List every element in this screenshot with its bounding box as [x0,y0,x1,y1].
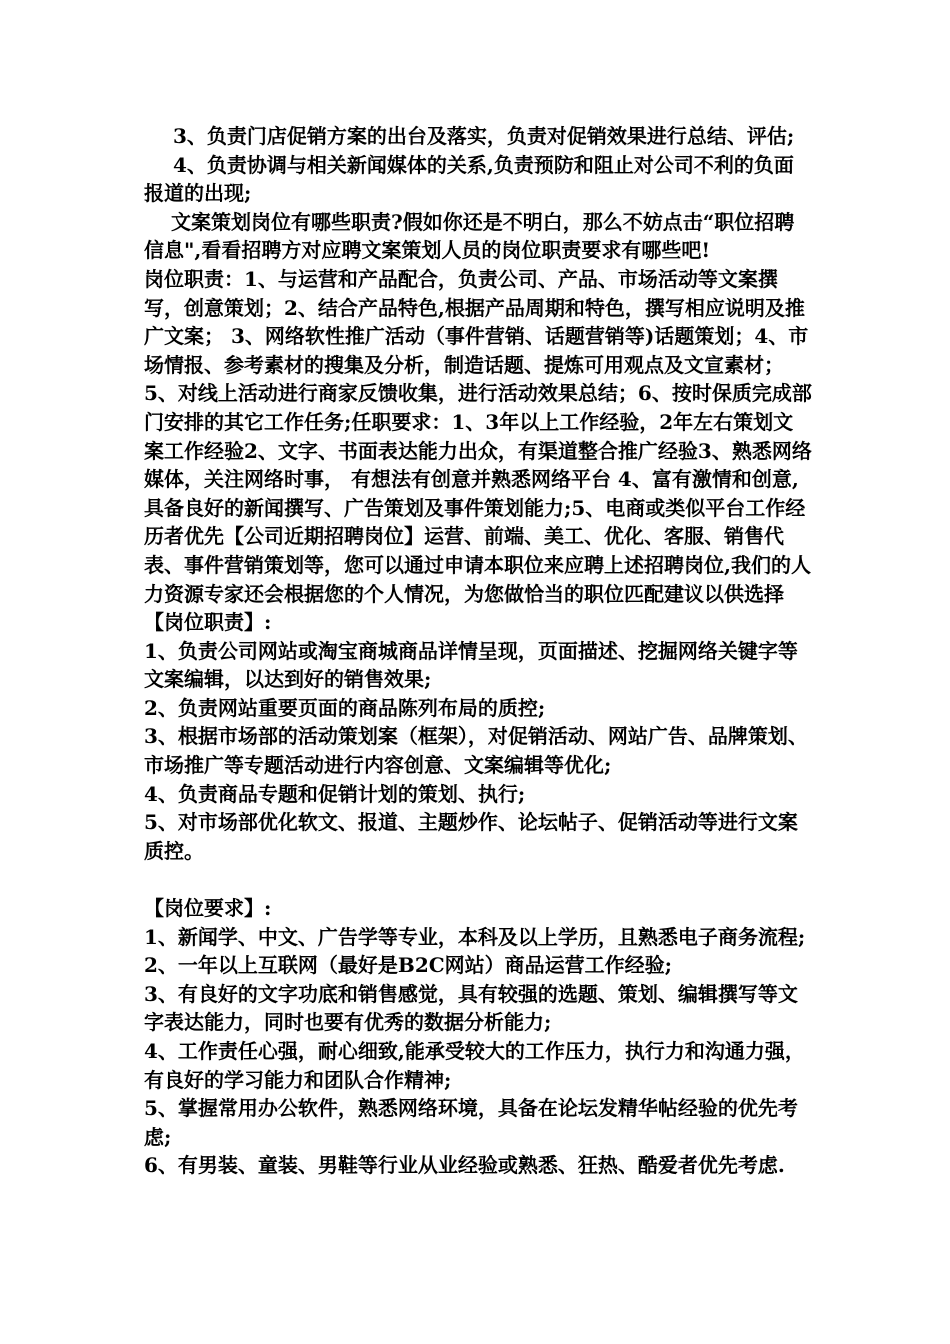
requirement-item: 2、一年以上互联网（最好是B2C网站）商品运营工作经验; [144,953,673,978]
requirement-item: 4、工作责任心强，耐心细致,能承受较大的工作压力，执行力和沟通力强，有良好的学习能力和团队合作精神; [144,1039,805,1092]
intro-item-4: 4、负责协调与相关新闻媒体的关系,负责预防和阻止对公司不利的负面报道的出现; [144,152,794,206]
blank-line [144,865,812,894]
requirement-item: 3、有良好的文字功底和销售感觉，具有较强的选题、策划、编辑撰写等文字表达能力，同时也要有优秀的数据分析能力; [144,981,798,1035]
intro-item-3: 3、负责门店促销方案的出台及落实，负责对促销效果进行总结、评估; [173,124,795,148]
question-paragraph: 文案策划岗位有哪些职责?假如你还是不明白，那么不妨点击“职位招聘信息",看看招聘方对应聘文案策划人员的岗位职责要求有哪些吧! [144,209,795,263]
requirement-item: 5、掌握常用办公软件，熟悉网络环境，具备在论坛发精华帖经验的优先考虑; [144,1096,798,1149]
duty-item: 3、根据市场部的活动策划案（框架），对促销活动、网站广告、品牌策划、市场推广等专题活动进行内容创意、文案编辑等优化; [144,724,808,778]
requirements-heading: 【岗位要求】: [144,896,272,921]
job-paragraph: 岗位职责：1、与运营和产品配合，负责公司、产品、市场活动等文案撰写，创意策划；2、结合产品特色,根据产品周期和特色，撰写相应说明及推广文案； 3、网络软性推广活动（事件营销、话题营销等)话题策划；4、市场情报、参考素材的搜集及分析，制造话题、提炼可用观点及文宣素材；5、对线上活动进行商家反馈收集，进行活动效果总结；6、按时保质完成部门安排的其它工作任务;任职要求：1、3年以上工作经验，2年左右策划文案工作经验2、文字、书面表达能力出众，有渠道整合推广经验3、熟悉网络媒体，关注网络时事， 有想法有创意并熟悉网络平台 4、富有激情和创意,具备良好的新闻撰写、广告策划及事件策划能力;5、电商或类似平台工作经历者优先【公司近期招聘岗位】运营、前端、美工、优化、客服、销售代表、事件营销策划等，您可以通过申请本职位来应聘上述招聘岗位,我们的人力资源专家还会根据您的个人情况，为您做恰当的职位匹配建议以供选择 [144,266,812,606]
duties-heading: 【岗位职责】: [144,610,272,635]
duty-item: 4、负责商品专题和促销计划的策划、执行; [144,781,526,806]
duty-item: 2、负责网站重要页面的商品陈列布局的质控; [144,695,546,720]
document-body [144,122,812,1180]
duty-item: 5、对市场部优化软文、报道、主题炒作、论坛帖子、促销活动等进行文案质控。 [144,810,798,863]
duty-item: 1、负责公司网站或淘宝商城商品详情呈现，页面描述、挖掘网络关键字等文案编辑，以达到好的销售效果; [144,638,798,692]
requirement-item: 1、新闻学、中文、广告学等专业，本科及以上学历，且熟悉电子商务流程; [144,924,806,949]
requirement-item: 6、有男装、童装、男鞋等行业从业经验或熟悉、狂热、酷爱者优先考虑. [144,1153,785,1178]
